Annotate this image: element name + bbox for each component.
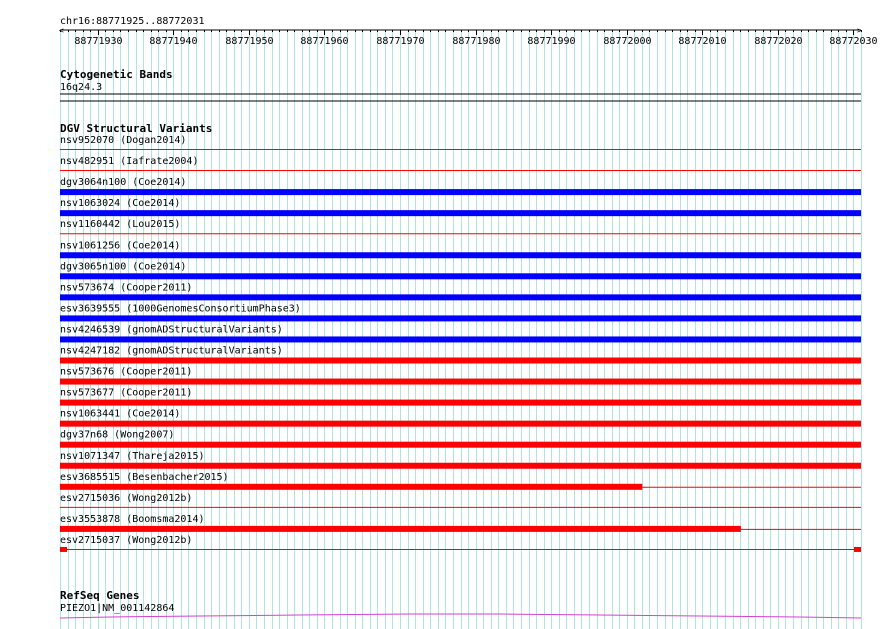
ruler-tick-label: 88771980 xyxy=(452,36,501,47)
dgv-variant-label: nsv1063441 (Coe2014) xyxy=(60,408,181,420)
dgv-variant-label: dgv3065n100 (Coe2014) xyxy=(60,261,187,273)
dgv-variant-label: dgv3064n100 (Coe2014) xyxy=(60,177,187,189)
dgv-variant-label: nsv1063024 (Coe2014) xyxy=(60,198,181,210)
dgv-variant-end-cap xyxy=(854,547,861,552)
dgv-variant-label: esv3639555 (1000GenomesConsortiumPhase3) xyxy=(60,303,301,315)
dgv-variant-bar[interactable] xyxy=(60,336,861,342)
dgv-variant-start-cap xyxy=(60,547,67,552)
dgv-variant-bar[interactable] xyxy=(60,294,861,300)
ruler-left-arrow-icon: < xyxy=(59,26,64,35)
dgv-variant-bar[interactable] xyxy=(60,400,861,406)
dgv-variant-label: esv3685515 (Besenbacher2015) xyxy=(60,471,229,483)
dgv-variant-label: nsv4247182 (gnomADStructuralVariants) xyxy=(60,345,283,357)
dgv-variant-bar[interactable] xyxy=(60,315,861,321)
refseq-gene-label: PIEZO1|NM_001142864 xyxy=(60,603,175,614)
ruler-tick-label: 88772000 xyxy=(603,36,652,47)
dgv-variant-bar[interactable] xyxy=(60,526,741,532)
dgv-variant-label: nsv1061256 (Coe2014) xyxy=(60,240,181,252)
ruler-tick-label: 88771930 xyxy=(74,36,123,47)
cytoband-track-title: Cytogenetic Bands xyxy=(60,68,173,81)
dgv-variant-label: nsv952070 (Dogan2014) xyxy=(60,135,187,146)
ruler-tick-label: 88772030 xyxy=(829,36,878,47)
dgv-variant-label: nsv1071347 (Thareja2015) xyxy=(60,450,205,462)
ruler-right-arrow-icon: > xyxy=(857,26,862,35)
dgv-variant-label: nsv573677 (Cooper2011) xyxy=(60,387,193,399)
ruler-tick-label: 88771970 xyxy=(376,36,425,47)
ruler xyxy=(59,16,878,47)
dgv-variant-bar[interactable] xyxy=(60,379,861,385)
dgv-variant-bar[interactable] xyxy=(60,442,861,448)
ruler-tick-label: 88771950 xyxy=(225,36,274,47)
dgv-variant-label: nsv573676 (Cooper2011) xyxy=(60,366,193,378)
dgv-variant-bar[interactable] xyxy=(60,421,861,427)
refseq-track-title: RefSeq Genes xyxy=(60,589,140,602)
ruler-tick-label: 88772010 xyxy=(678,36,727,47)
location-label: chr16:88771925..88772031 xyxy=(60,16,205,27)
ruler-tick-label: 88771940 xyxy=(149,36,198,47)
dgv-variant-label: nsv482951 (Iafrate2004) xyxy=(60,156,199,168)
dgv-variant-label: dgv37n68 (Wong2007) xyxy=(60,429,175,441)
dgv-variant-bar[interactable] xyxy=(60,273,861,279)
cytoband-label: 16q24.3 xyxy=(60,82,103,93)
dgv-variant-bar[interactable] xyxy=(60,358,861,364)
dgv-variant-bar[interactable] xyxy=(60,210,861,216)
ruler-tick-label: 88771960 xyxy=(300,36,349,47)
dgv-variant-bar[interactable] xyxy=(60,189,861,195)
dgv-variant-bar[interactable] xyxy=(60,463,861,469)
dgv-variant-label: esv2715037 (Wong2012b) xyxy=(60,534,193,546)
dgv-variant-label: nsv1160442 (Lou2015) xyxy=(60,219,181,231)
dgv-variant-bar[interactable] xyxy=(60,484,642,490)
dgv-variant-label: nsv573674 (Cooper2011) xyxy=(60,282,193,294)
dgv-variant-label: nsv4246539 (gnomADStructuralVariants) xyxy=(60,324,283,336)
dgv-track-title: DGV Structural Variants xyxy=(60,122,213,135)
dgv-variant-bar[interactable] xyxy=(60,252,861,258)
ruler-tick-label: 88772020 xyxy=(754,36,803,47)
ruler-tick-label: 88771990 xyxy=(527,36,576,47)
dgv-variant-label: esv3553878 (Boomsma2014) xyxy=(60,513,205,525)
dgv-variant-label: esv2715036 (Wong2012b) xyxy=(60,492,193,504)
